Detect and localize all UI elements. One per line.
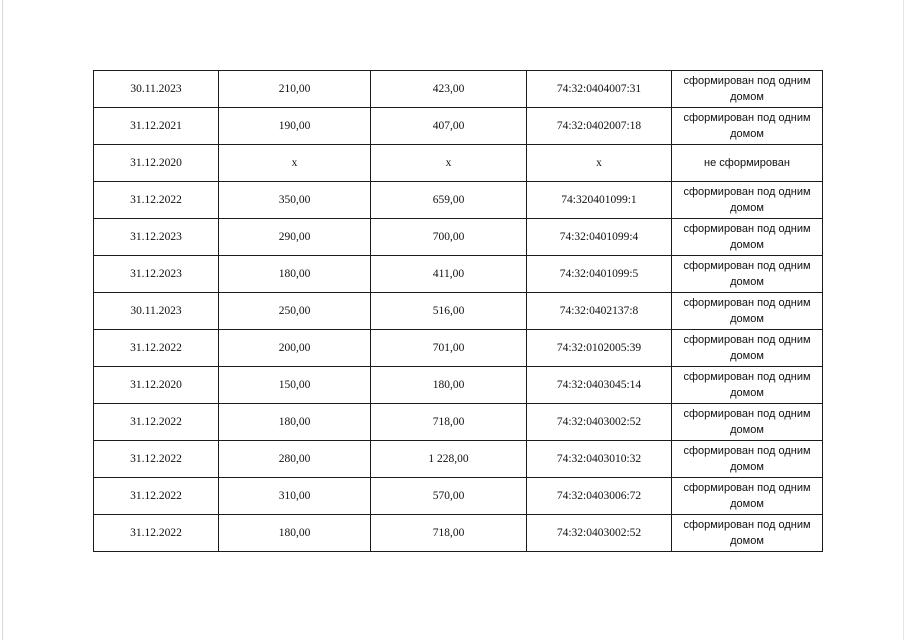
date-cell: 31.12.2022 xyxy=(94,478,219,515)
table-row xyxy=(94,404,823,441)
value-a-cell: 190,00 xyxy=(219,108,371,145)
date-cell: 31.12.2023 xyxy=(94,219,219,256)
value-a-cell: 350,00 xyxy=(219,182,371,219)
value-a-cell: 290,00 xyxy=(219,219,371,256)
date-cell: 31.12.2022 xyxy=(94,182,219,219)
cadastral-number-cell: 74:32:0402137:8 xyxy=(527,293,672,330)
cadastral-number-cell: 74:32:0403002:52 xyxy=(527,515,672,552)
date-cell: 31.12.2021 xyxy=(94,108,219,145)
value-a-cell: 180,00 xyxy=(219,256,371,293)
value-a-cell: 150,00 xyxy=(219,367,371,404)
value-b-cell: 718,00 xyxy=(371,404,527,441)
date-cell: 30.11.2023 xyxy=(94,293,219,330)
status-cell: сформирован под одним домом xyxy=(672,330,823,367)
scan-edge-right xyxy=(903,0,904,640)
value-b-cell: 423,00 xyxy=(371,71,527,108)
value-a-cell: 250,00 xyxy=(219,293,371,330)
value-a-cell: 280,00 xyxy=(219,441,371,478)
value-a-cell: 310,00 xyxy=(219,478,371,515)
value-b-cell: 516,00 xyxy=(371,293,527,330)
table-row xyxy=(94,330,823,367)
table-row xyxy=(94,515,823,552)
date-cell: 31.12.2022 xyxy=(94,515,219,552)
cadastral-number-cell: 74:320401099:1 xyxy=(527,182,672,219)
table-row xyxy=(94,108,823,145)
date-cell: 31.12.2022 xyxy=(94,404,219,441)
date-cell: 31.12.2020 xyxy=(94,367,219,404)
table-row xyxy=(94,441,823,478)
table-row xyxy=(94,478,823,515)
cadastral-number-cell: 74:32:0401099:5 xyxy=(527,256,672,293)
status-cell: сформирован под одним домом xyxy=(672,182,823,219)
status-cell: сформирован под одним домом xyxy=(672,515,823,552)
status-cell: сформирован под одним домом xyxy=(672,293,823,330)
date-cell: 31.12.2022 xyxy=(94,330,219,367)
table-row xyxy=(94,71,823,108)
status-cell: не сформирован xyxy=(672,145,823,182)
value-b-cell: 701,00 xyxy=(371,330,527,367)
value-a-cell: 180,00 xyxy=(219,515,371,552)
cadastral-number-cell: 74:32:0403006:72 xyxy=(527,478,672,515)
status-cell: сформирован под одним домом xyxy=(672,108,823,145)
cadastral-number-cell: 74:32:0403045:14 xyxy=(527,367,672,404)
value-a-cell: 180,00 xyxy=(219,404,371,441)
date-cell: 30.11.2023 xyxy=(94,71,219,108)
status-cell: сформирован под одним домом xyxy=(672,478,823,515)
value-a-cell: 200,00 xyxy=(219,330,371,367)
status-cell: сформирован под одним домом xyxy=(672,71,823,108)
value-b-cell: 180,00 xyxy=(371,367,527,404)
status-cell: сформирован под одним домом xyxy=(672,441,823,478)
cadastral-number-cell: 74:32:0102005:39 xyxy=(527,330,672,367)
value-b-cell: 700,00 xyxy=(371,219,527,256)
table-row xyxy=(94,367,823,404)
date-cell: 31.12.2022 xyxy=(94,441,219,478)
table-row xyxy=(94,256,823,293)
table-row xyxy=(94,219,823,256)
value-b-cell: 407,00 xyxy=(371,108,527,145)
data-table xyxy=(93,70,823,552)
status-cell: сформирован под одним домом xyxy=(672,367,823,404)
table-body xyxy=(94,71,823,552)
value-a-cell: х xyxy=(219,145,371,182)
cadastral-number-cell: 74:32:0403010:32 xyxy=(527,441,672,478)
status-cell: сформирован под одним домом xyxy=(672,404,823,441)
table-row xyxy=(94,182,823,219)
cadastral-number-cell: 74:32:0401099:4 xyxy=(527,219,672,256)
table-row xyxy=(94,293,823,330)
value-b-cell: 411,00 xyxy=(371,256,527,293)
value-b-cell: 1 228,00 xyxy=(371,441,527,478)
cadastral-number-cell: 74:32:0404007:31 xyxy=(527,71,672,108)
value-b-cell: х xyxy=(371,145,527,182)
value-b-cell: 659,00 xyxy=(371,182,527,219)
cadastral-number-cell: 74:32:0403002:52 xyxy=(527,404,672,441)
date-cell: 31.12.2023 xyxy=(94,256,219,293)
cadastral-number-cell: 74:32:0402007:18 xyxy=(527,108,672,145)
status-cell: сформирован под одним домом xyxy=(672,256,823,293)
value-a-cell: 210,00 xyxy=(219,71,371,108)
cadastral-number-cell: х xyxy=(527,145,672,182)
value-b-cell: 718,00 xyxy=(371,515,527,552)
value-b-cell: 570,00 xyxy=(371,478,527,515)
scan-edge-left xyxy=(2,0,3,640)
status-cell: сформирован под одним домом xyxy=(672,219,823,256)
table-row xyxy=(94,145,823,182)
date-cell: 31.12.2020 xyxy=(94,145,219,182)
